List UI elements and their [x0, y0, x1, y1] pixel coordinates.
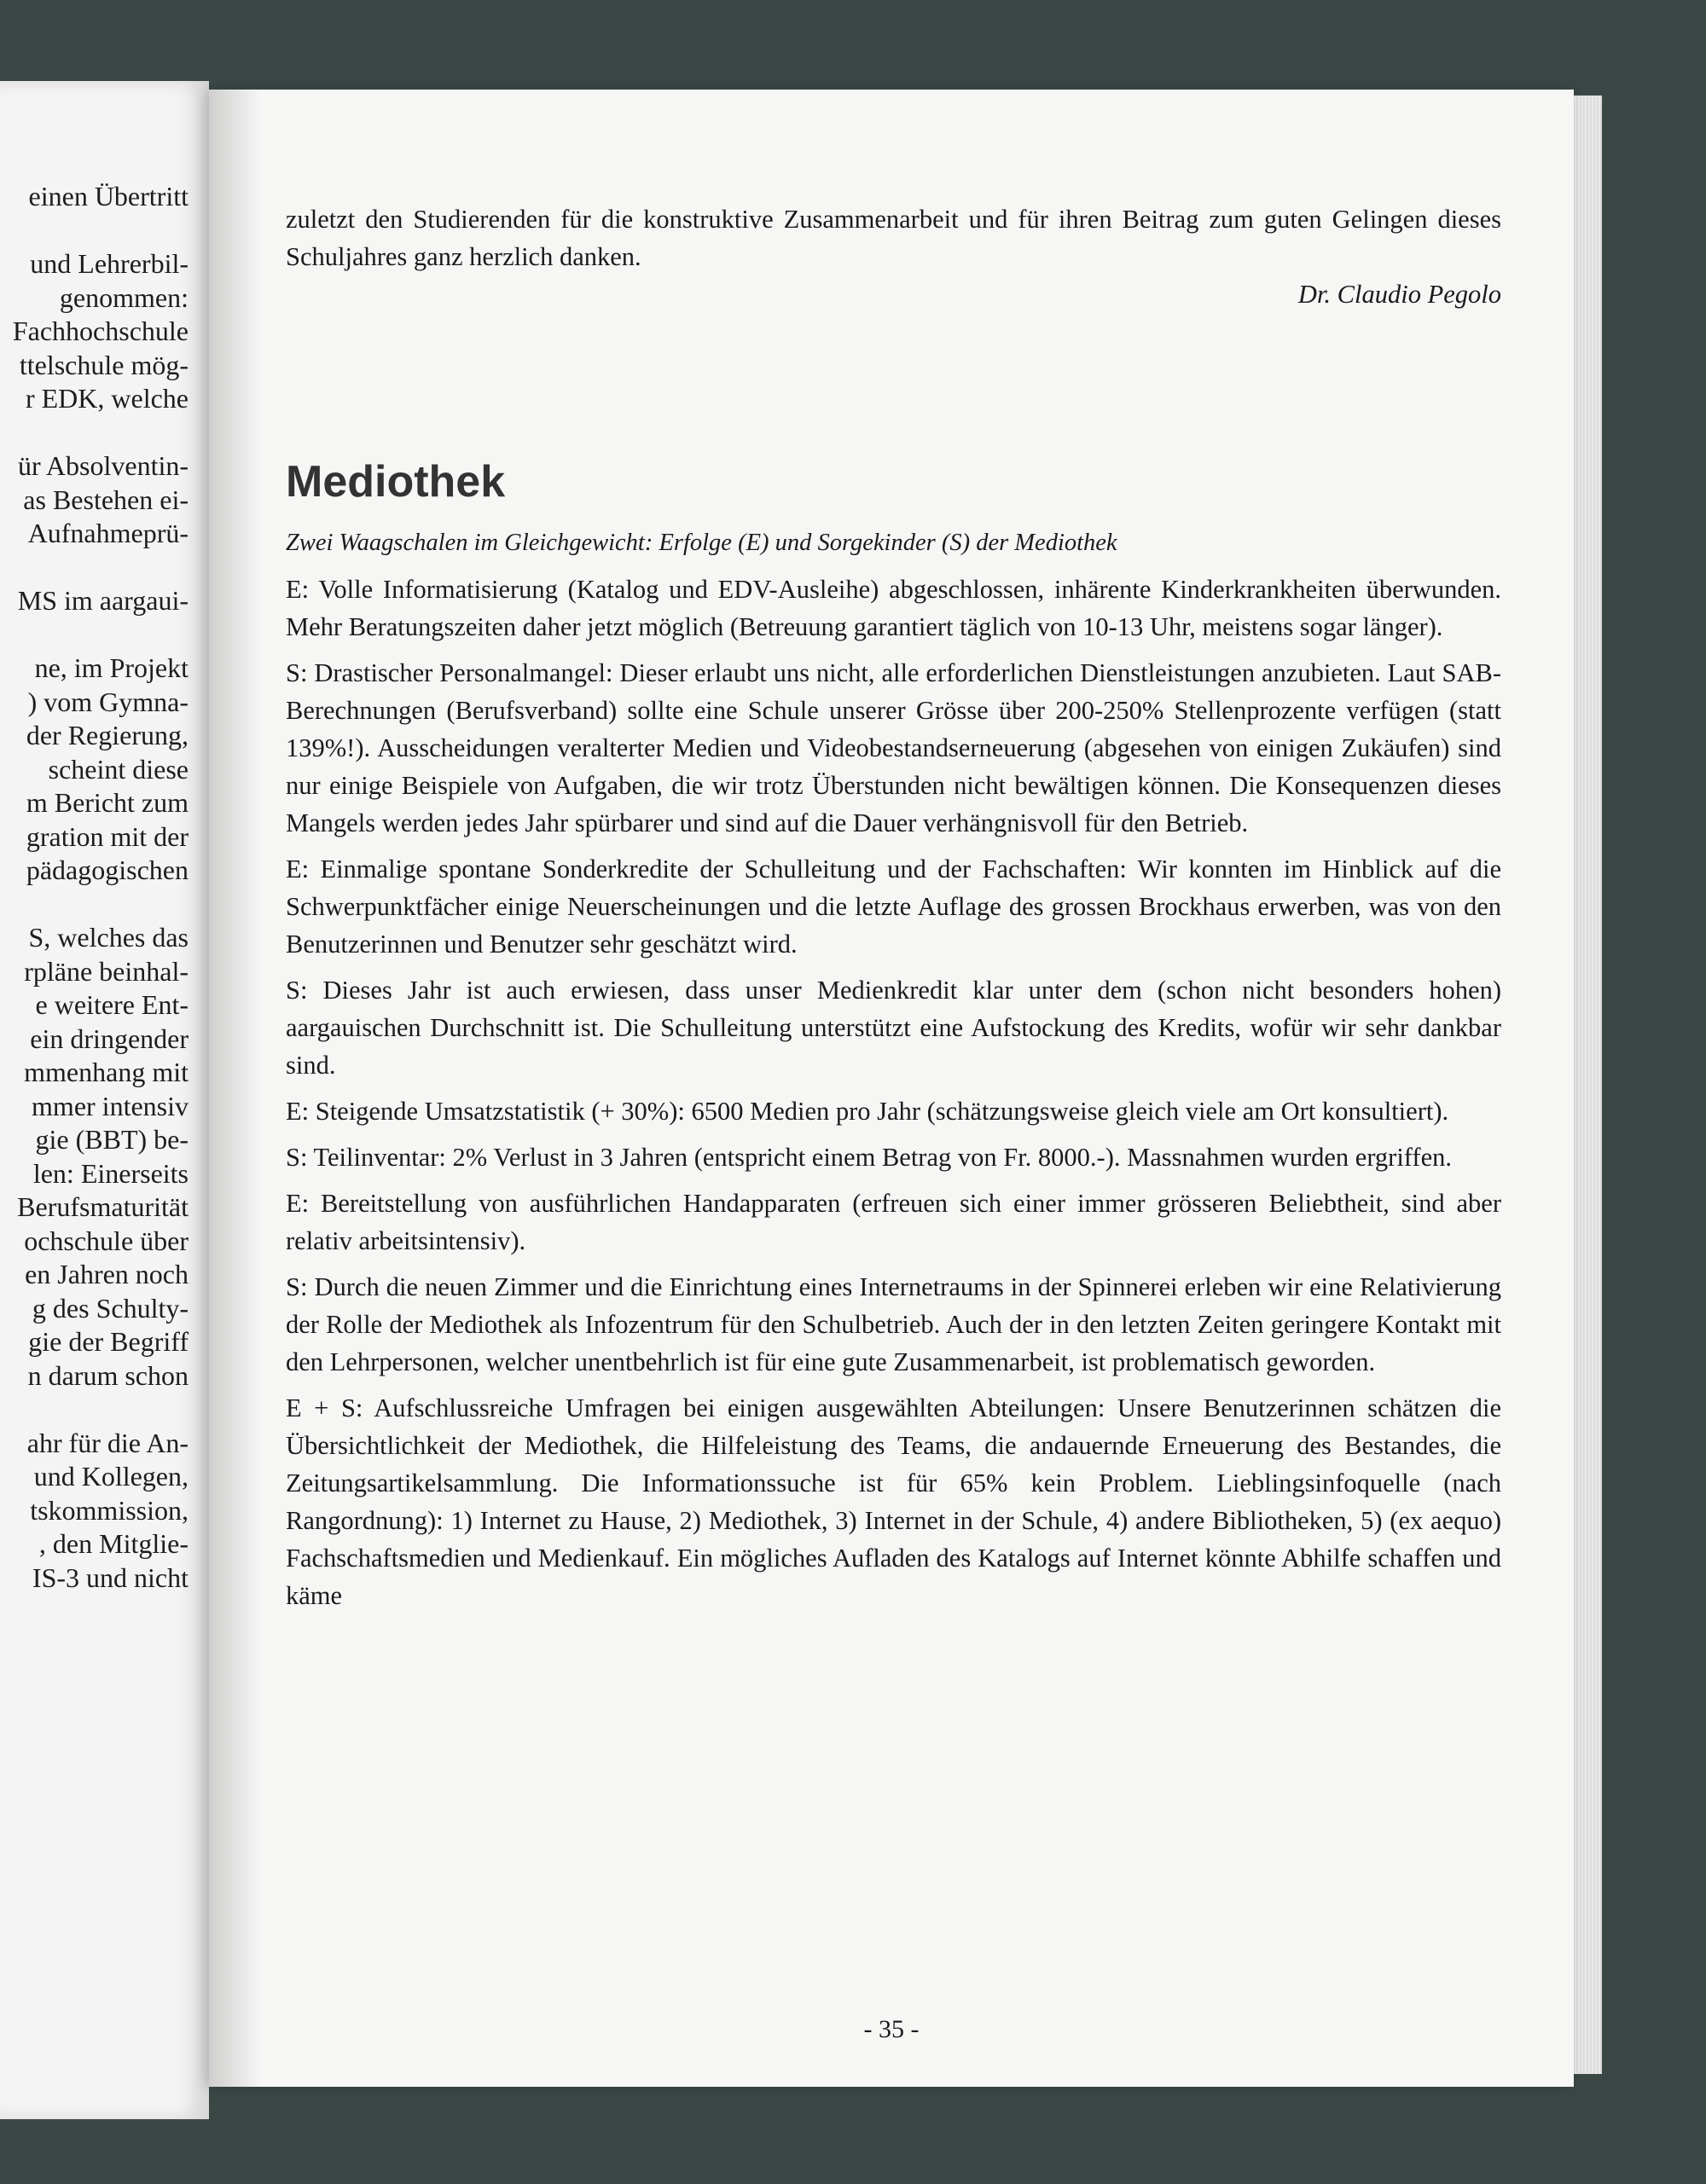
entry-paragraph: E: Einmalige spontane Sonderkredite der Schulleitung und der Fachschaften: Wir konnten im Hinblick auf die Schwerpunktfächer einige Neuerscheinungen und die letzte Auflage des grossen Brockhaus erwerben, was von den Benutzerinnen und Benutzer sehr geschätzt wird. [286, 854, 1501, 959]
left-page-line: MS im aargaui- [17, 585, 189, 616]
left-page-line: gie (BBT) be- [35, 1124, 189, 1155]
left-page-line: ein dringender [30, 1022, 189, 1054]
page-gutter-shadow [209, 90, 260, 2087]
left-page-line: Berufsmaturität [17, 1191, 189, 1222]
entry-paragraph: E: Volle Informatisierung (Katalog und EDV-Ausleihe) abgeschlossen, inhärente Kinderkrankheiten überwunden. Mehr Beratungszeiten daher jetzt möglich (Betreuung garantiert täglich von 10-13 Uhr, meistens sogar länger). [286, 575, 1501, 641]
left-page-line: g des Schulty- [32, 1292, 189, 1324]
left-page-line: S, welches das [28, 922, 189, 953]
entry-paragraph: E + S: Aufschlussreiche Umfragen bei einigen ausgewählten Abteilungen: Unsere Benutzerinnen schätzen die Übersichtlichkeit der Mediothek, die Hilfeleistung des Teams, die andauernde Erneuerung des Bestandes, die Zeitungsartikelsammlung. Die Informationssuche ist für 65% kein Problem. Lieblingsinfoquelle (nach Rangordnung): 1) Internet zu Hause, 2) Mediothek, 3) Internet in der Schule, 4) andere Bibliotheken, 5) (ex aequo) Fachschaftsmedien und Medienkauf. Ein mögliches Aufladen des Katalogs auf Internet könnte Abhilfe schaffen und käme [286, 1393, 1501, 1610]
left-page-line: gration mit der [26, 820, 189, 852]
left-page-line: en Jahren noch [25, 1259, 189, 1289]
left-page-line: len: Einerseits [32, 1157, 189, 1189]
left-page-line: r EDK, welche [25, 383, 189, 414]
entry-paragraph: S: Dieses Jahr ist auch erwiesen, dass unser Medienkredit klar unter dem (schon nicht besonders hohen) aargauischen Durchschnitt ist. Die Schulleitung unterstützt eine Aufstockung des Kredits, wofür wir sehr dankbar sind. [286, 976, 1501, 1080]
left-page-line: ür Absolventin- [18, 450, 189, 481]
entries-list [286, 571, 1501, 1614]
left-page-line: Fachhochschule [12, 316, 189, 346]
entry-paragraph: S: Drastischer Personalmangel: Dieser erlaubt uns nicht, alle erforderlichen Dienstleistungen anzubieten. Laut SAB-Berechnungen (Berufsverband) sollte eine Schule unserer Grösse über 200-250% Stellenprozente verfügen (statt 139%!). Ausscheidungen veralterter Medien und Videobestandserneuerung (abgesehen von einigen Zukäufen) sind nur einige Beispiele von Aufgaben, die wir trotz Überstunden nicht bewältigen können. Die Konsequenzen dieses Mangels werden jedes Jahr spürbarer und sind auf die Dauer verhängnisvoll für den Betrieb. [286, 658, 1501, 837]
entry-paragraph: E: Steigende Umsatzstatistik (+ 30%): 6500 Medien pro Jahr (schätzungsweise gleich viele am Ort konsultiert). [286, 1097, 1449, 1126]
left-page-line: ) vom Gymna- [27, 686, 189, 717]
section-subtitle: Zwei Waagschalen im Gleichgewicht: Erfolge (E) und Sorgekinder (S) der Mediothek [286, 530, 1117, 556]
left-page-line: der Regierung, [26, 720, 189, 750]
entry-paragraph: E: Bereitstellung von ausführlichen Handapparaten (erfreuen sich einer immer grösseren Beliebtheit, sind aber relativ arbeitsintensiv). [286, 1189, 1501, 1255]
left-page-line: und Lehrerbil- [30, 248, 189, 279]
left-page-line: genommen: [59, 281, 189, 313]
page-content [286, 200, 1501, 1623]
entry-paragraph: S: Teilinventar: 2% Verlust in 3 Jahren (entspricht einem Betrag von Fr. 8000.-). Massnahmen wurden ergriffen. [286, 1143, 1452, 1172]
left-page-line: und Kollegen, [33, 1461, 189, 1492]
left-page-line: Aufnahmeprü- [27, 518, 189, 548]
left-page-line: ochschule über [24, 1225, 189, 1256]
left-page-line: scheint diese [48, 753, 189, 785]
left-page-line: pädagogischen [26, 854, 189, 885]
left-page-line: gie der Begriff [28, 1326, 189, 1357]
signature: Dr. Claudio Pegolo [1297, 280, 1501, 309]
left-page-line: m Bericht zum [26, 787, 189, 818]
left-facing-page [0, 81, 209, 2119]
left-page-line: tskommission, [30, 1494, 189, 1526]
section-title: Mediothek [286, 457, 506, 507]
left-page-line: as Bestehen ei- [23, 484, 189, 515]
left-page-line: mmer intensiv [32, 1090, 189, 1121]
main-page [209, 90, 1574, 2087]
left-page-line: ahr für die An- [26, 1427, 189, 1458]
left-page-line: , den Mitglie- [38, 1528, 189, 1559]
left-page-line: ttelschule mög- [19, 349, 189, 380]
left-page-line: IS-3 und nicht [32, 1561, 189, 1593]
left-page-line: e weitere Ent- [35, 989, 189, 1020]
page-number: - 35 - [863, 2015, 920, 2043]
entry-paragraph: S: Durch die neuen Zimmer und die Einrichtung eines Internetraums in der Spinnerei erleben wir eine Relativierung der Rolle der Mediothek als Infozentrum für den Schulbetrieb. Auch der in den letzten Zeiten geringere Kontakt mit den Lehrpersonen, welcher unentbehrlich ist für eine gute Zusammenarbeit, ist problematisch geworden. [286, 1272, 1501, 1376]
left-page-line: einen Übertritt [28, 181, 189, 211]
left-page-line: n darum schon [27, 1359, 189, 1391]
left-page-line: rpläne beinhal- [24, 955, 189, 987]
intro-paragraph: zuletzt den Studierenden für die konstruktive Zusammenarbeit und für ihren Beitrag zum guten Gelingen dieses Schuljahres ganz herzlich danken. [286, 205, 1501, 271]
left-page-line: mmenhang mit [24, 1057, 189, 1087]
left-page-line: ne, im Projekt [34, 652, 189, 683]
